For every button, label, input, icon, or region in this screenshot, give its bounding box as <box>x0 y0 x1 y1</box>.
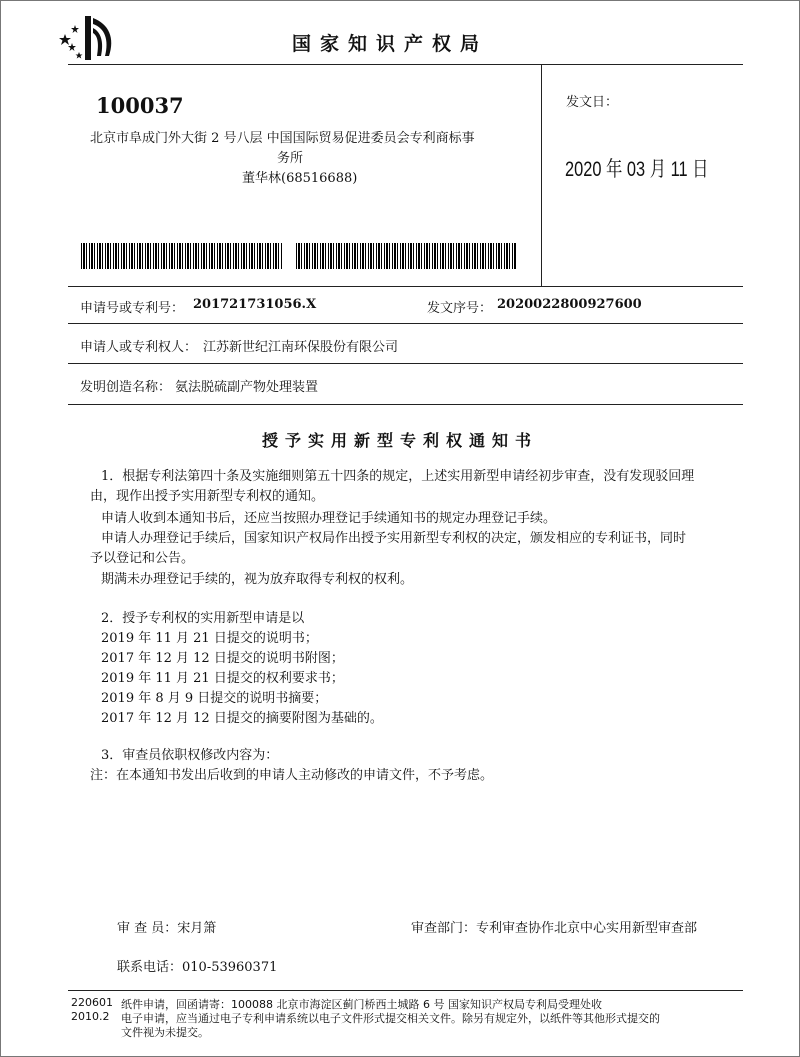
notice-title: 授予实用新型专利权通知书 <box>261 431 538 450</box>
applicant-label: 申请人或专利权人： <box>80 340 198 355</box>
section1-line: 期满未办理登记手续的，视为放弃取得专利权的权利。 <box>101 572 414 587</box>
application-no-label: 申请号或专利号： <box>80 301 185 316</box>
section1-line: 由，现作出授予实用新型专利权的通知。 <box>90 489 325 504</box>
footer-electronic-notice: 电子申请，应当通过电子专利申请系统以电子文件形式提交相关文件。除另有规定外，以纸件等其他形式提交的 <box>121 1012 660 1025</box>
footer-mail-notice: 纸件申请，回函请寄：100088 北京市海淀区蓟门桥西土城路 6 号 国家知识产权局专利局受理处收 <box>121 998 602 1011</box>
postcode: 100037 <box>96 93 184 118</box>
section2-line: 2019 年 8 月 9 日提交的说明书摘要； <box>101 691 328 706</box>
footer-electronic-notice-cont: 文件视为未提交。 <box>121 1026 209 1039</box>
application-no-value: 201721731056.X <box>193 297 317 312</box>
field-rule-1 <box>68 286 743 287</box>
cnipa-logo-icon <box>57 12 119 64</box>
footer-rule <box>68 990 743 991</box>
serial-no-value: 2020022800927600 <box>497 297 642 312</box>
barcode-left <box>81 243 282 269</box>
form-code: 220601 <box>71 996 113 1009</box>
field-rule-4 <box>68 404 743 405</box>
issue-date-value: 2020 年 03 月 11 日 <box>565 158 709 181</box>
section3-note: 注：在本通知书发出后收到的申请人主动修改的申请文件，不予考虑。 <box>90 768 494 783</box>
section2-line: 2017 年 12 月 12 日提交的说明书附图； <box>101 651 344 666</box>
recipient-address-cont: 务所 <box>277 151 304 166</box>
section1-line: 1．根据专利法第四十条及实施细则第五十四条的规定，上述实用新型申请经初步审查，没有发现驳回理 <box>101 469 695 484</box>
form-version: 2010.2 <box>71 1010 110 1023</box>
section2-line: 2017 年 12 月 12 日提交的摘要附图为基础的。 <box>101 711 383 726</box>
issue-date-label: 发文日： <box>566 95 619 110</box>
examiner: 审 查 员：宋月箫 <box>117 921 217 936</box>
header-rule <box>68 64 743 65</box>
applicant-value: 江苏新世纪江南环保股份有限公司 <box>203 340 399 355</box>
section3-line: 3．审查员依职权修改内容为： <box>101 748 279 763</box>
invention-value: 氨法脱硫副产物处理装置 <box>175 380 319 395</box>
invention-label: 发明创造名称： <box>80 380 172 395</box>
section1-line: 申请人办理登记手续后，国家知识产权局作出授予实用新型专利权的决定，颁发相应的专利证书，同时 <box>101 531 687 546</box>
header-divider <box>541 64 542 286</box>
field-rule-3 <box>68 363 743 364</box>
field-rule-2 <box>68 323 743 324</box>
barcode-right <box>296 243 516 269</box>
section2-line: 2019 年 11 月 21 日提交的说明书； <box>101 631 318 646</box>
recipient-address: 北京市阜成门外大街 2 号八层 中国国际贸易促进委员会专利商标事 <box>90 131 475 146</box>
section2-line: 2019 年 11 月 21 日提交的权利要求书； <box>101 671 344 686</box>
section1-line: 申请人收到本通知书后，还应当按照办理登记手续通知书的规定办理登记手续。 <box>101 511 557 526</box>
serial-no-label: 发文序号： <box>427 301 493 316</box>
office-name: 国家知识产权局 <box>292 33 489 55</box>
section2-line: 2．授予专利权的实用新型申请是以 <box>101 611 305 626</box>
examination-department: 审查部门：专利审查协作北京中心实用新型审查部 <box>411 921 698 936</box>
recipient-contact: 董华林(68516688) <box>242 171 358 186</box>
contact-phone: 联系电话：010-53960371 <box>117 960 278 975</box>
section1-line: 予以登记和公告。 <box>90 551 195 566</box>
